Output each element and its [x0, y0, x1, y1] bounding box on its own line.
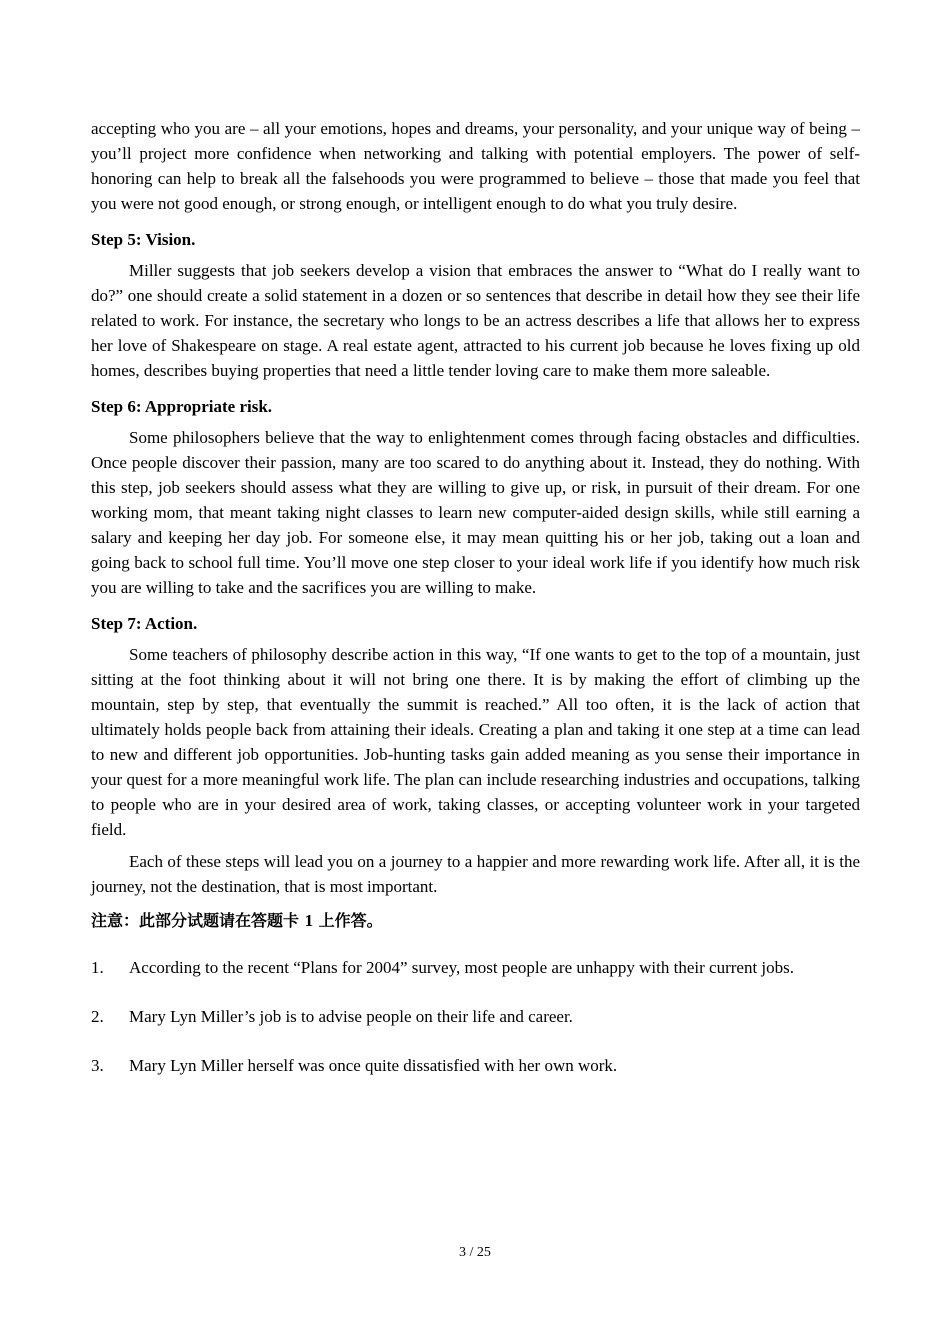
- question-text: According to the recent “Plans for 2004” survey, most people are unhappy with their current jobs.: [129, 958, 795, 977]
- question-item: [91, 955, 860, 980]
- intro-paragraph: accepting who you are – all your emotions, hopes and dreams, your personality, and your unique way of being – you’ll project more confidence when networking and talking with potential employers. The power of self-honoring can help to break all the falsehoods you were programmed to believe – those that made you feel that you were not good enough, or strong enough, or intelligent enough to do what you truly desire.: [91, 119, 860, 213]
- question-number: 3.: [91, 1056, 104, 1075]
- closing-paragraph: Each of these steps will lead you on a journey to a happier and more rewarding work life. After all, it is the journey, not the destination, that is most important.: [91, 852, 860, 896]
- step-6-heading: Step 6: Appropriate risk.: [91, 397, 273, 416]
- step-6-section: [91, 394, 860, 600]
- notice-card-number: 1: [304, 911, 314, 930]
- notice-text-after: 上作答。: [318, 911, 383, 930]
- page-footer: [0, 1243, 950, 1263]
- step-6-body: Some philosophers believe that the way to enlightenment comes through facing obstacles and difficulties. Once people discover their passion, many are too scared to do anything about it. Instead, they do nothing. With this step, job seekers should assess what they are willing to give up, or risk, in pursuit of their dream. For one working mom, that meant taking night classes to learn new computer-aided design skills, while still earning a salary and keeping her day job. For someone else, it may mean quitting his or her job, taking out a loan and going back to school full time. You’ll move one step closer to your ideal work life if you identify how much risk you are willing to take and the sacrifices you are willing to make.: [91, 428, 860, 597]
- question-text: Mary Lyn Miller herself was once quite dissatisfied with her own work.: [129, 1056, 618, 1075]
- question-item: [91, 1053, 860, 1078]
- page-number: 3 / 25: [459, 1245, 491, 1260]
- question-item: [91, 1004, 860, 1029]
- step-7-heading: Step 7: Action.: [91, 614, 198, 633]
- step-7-section: [91, 611, 860, 842]
- question-text: Mary Lyn Miller’s job is to advise people on their life and career.: [129, 1007, 573, 1026]
- step-7-body: Some teachers of philosophy describe action in this way, “If one wants to get to the top of a mountain, just sitting at the foot thinking about it will not bring one there. It is by making the effort of climbing up the mountain, step by step, that eventually the summit is reached.” All too often, it is the lack of action that ultimately holds people back from attaining their ideals. Creating a plan and taking it one step at a time can lead to new and different job opportunities. Job-hunting tasks gain added meaning as you sense their importance in your quest for a more meaningful work life. The plan can include researching industries and occupations, talking to people who are in your desired area of work, taking classes, or accepting volunteer work in your targeted field.: [91, 645, 860, 839]
- step-5-body: Miller suggests that job seekers develop a vision that embraces the answer to “What do I really want to do?” one should create a solid statement in a dozen or so sentences that describe in detail how they see their life related to work. For instance, the secretary who longs to be an actress describes a life that allows her to express her love of Shakespeare on stage. A real estate agent, attracted to his current job because he loves fixing up old homes, describes buying properties that need a little tender loving care to make them more saleable.: [91, 261, 860, 380]
- document-body: [91, 116, 860, 1102]
- question-number: 1.: [91, 958, 104, 977]
- question-list: [91, 955, 860, 1078]
- answer-sheet-notice: [91, 908, 860, 933]
- step-5-heading: Step 5: Vision.: [91, 230, 196, 249]
- question-number: 2.: [91, 1007, 104, 1026]
- step-5-section: [91, 227, 860, 383]
- notice-text-before: 注意：此部分试题请在答题卡: [91, 911, 300, 930]
